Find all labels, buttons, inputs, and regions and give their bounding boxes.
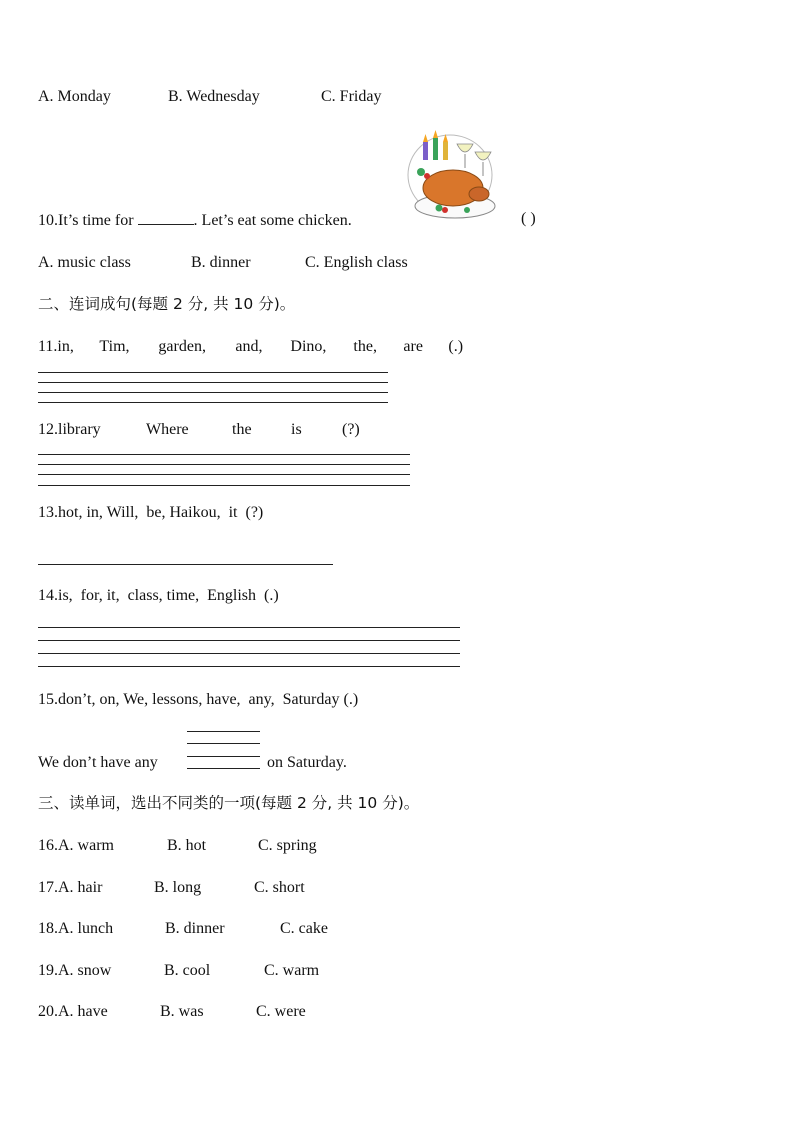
q10-options <box>38 253 408 273</box>
q15-answer-line[interactable] <box>187 756 260 757</box>
q10-text-before: It’s time for <box>58 212 138 229</box>
q18-option-b: B. dinner <box>165 920 225 937</box>
q9-option-a: A. Monday <box>38 88 111 105</box>
q10-number: 10. <box>38 212 58 229</box>
q19-option-a: A. snow <box>58 962 112 979</box>
q17-option-c: C. short <box>254 879 305 896</box>
q15-answer-line[interactable] <box>187 768 260 769</box>
section-3-title: 三、读单词，选出不同类的一项(每题 2 分, 共 10 分)。 <box>38 794 420 812</box>
q18-option-a: A. lunch <box>58 920 114 937</box>
q19-option-c: C. warm <box>264 962 320 979</box>
q11-answer-line[interactable] <box>38 402 388 403</box>
q11-word: in, <box>57 338 74 355</box>
q10-option-c: C. English class <box>305 254 408 271</box>
q11-word: Tim, <box>99 338 130 355</box>
q12-word: Where <box>146 421 189 438</box>
q14-words <box>38 586 279 606</box>
q17-option-b: B. long <box>154 879 202 896</box>
q10-option-b: B. dinner <box>191 254 251 271</box>
q9-options <box>38 87 381 107</box>
q17-option-a: A. hair <box>58 879 103 896</box>
q10-option-a: A. music class <box>38 254 131 271</box>
q10-answer-parentheses[interactable]: ( ) <box>521 210 536 227</box>
q11-words <box>38 337 463 357</box>
q13-text: hot, in, Will, be, Haikou, it (?) <box>58 504 264 521</box>
q15-answer-line[interactable] <box>187 731 260 732</box>
q12-word: is <box>291 421 302 438</box>
q10-text-after: . Let’s eat some chicken. <box>193 212 352 229</box>
q16-row <box>38 836 317 856</box>
q12-words <box>38 420 360 440</box>
q14-answer-line[interactable] <box>38 627 460 628</box>
q20-option-c: C. were <box>256 1003 306 1020</box>
q12-word: (?) <box>342 421 360 438</box>
q17-row <box>38 878 305 898</box>
q17-number: 17. <box>38 879 58 896</box>
q16-number: 16. <box>38 837 58 854</box>
q13-words <box>38 503 263 523</box>
q15-number: 15. <box>38 691 58 708</box>
q15-words <box>38 690 358 710</box>
q19-number: 19. <box>38 962 58 979</box>
q14-number: 14. <box>38 587 58 604</box>
q13-answer-line[interactable] <box>38 564 333 565</box>
q10-question <box>38 210 352 231</box>
q12-number: 12. <box>38 421 58 438</box>
q18-option-c: C. cake <box>280 920 328 937</box>
q11-answer-line[interactable] <box>38 392 388 393</box>
q19-row <box>38 961 319 981</box>
q11-word: are <box>403 338 423 355</box>
q20-option-a: A. have <box>58 1003 108 1020</box>
q14-answer-line[interactable] <box>38 653 460 654</box>
section-2-title: 二、连词成句(每题 2 分, 共 10 分)。 <box>38 295 296 313</box>
q11-word: (.) <box>448 338 464 355</box>
q15-sentence-before: We don’t have any <box>38 754 158 771</box>
q12-answer-line[interactable] <box>38 454 410 455</box>
q14-answer-line[interactable] <box>38 640 460 641</box>
q14-text: is, for, it, class, time, English (.) <box>58 587 279 604</box>
q12-word: the <box>232 421 252 438</box>
q15-sentence-after: on Saturday. <box>267 754 347 771</box>
q20-row <box>38 1002 306 1022</box>
q20-option-b: B. was <box>160 1003 204 1020</box>
q11-word: and, <box>235 338 263 355</box>
q12-answer-line[interactable] <box>38 485 410 486</box>
q9-option-c: C. Friday <box>321 88 382 105</box>
q11-number: 11. <box>38 338 58 355</box>
q11-word: Dino, <box>290 338 327 355</box>
q19-option-b: B. cool <box>164 962 211 979</box>
roast-chicken-dinner-icon <box>405 130 505 225</box>
q15-text: don’t, on, We, lessons, have, any, Saturday (.) <box>58 691 359 708</box>
q11-answer-line[interactable] <box>38 372 388 373</box>
q16-option-c: C. spring <box>258 837 317 854</box>
q13-number: 13. <box>38 504 58 521</box>
q16-option-b: B. hot <box>167 837 207 854</box>
q15-answer-line[interactable] <box>187 743 260 744</box>
q9-option-b: B. Wednesday <box>168 88 260 105</box>
q12-answer-line[interactable] <box>38 464 410 465</box>
q14-answer-line[interactable] <box>38 666 460 667</box>
q11-word: the, <box>353 338 377 355</box>
q12-word: library <box>58 421 101 438</box>
q12-answer-line[interactable] <box>38 474 410 475</box>
q11-answer-line[interactable] <box>38 382 388 383</box>
q11-word: garden, <box>158 338 206 355</box>
q18-number: 18. <box>38 920 58 937</box>
q10-answer-blank[interactable] <box>138 210 194 225</box>
q18-row <box>38 919 328 939</box>
q16-option-a: A. warm <box>58 837 114 854</box>
q20-number: 20. <box>38 1003 58 1020</box>
